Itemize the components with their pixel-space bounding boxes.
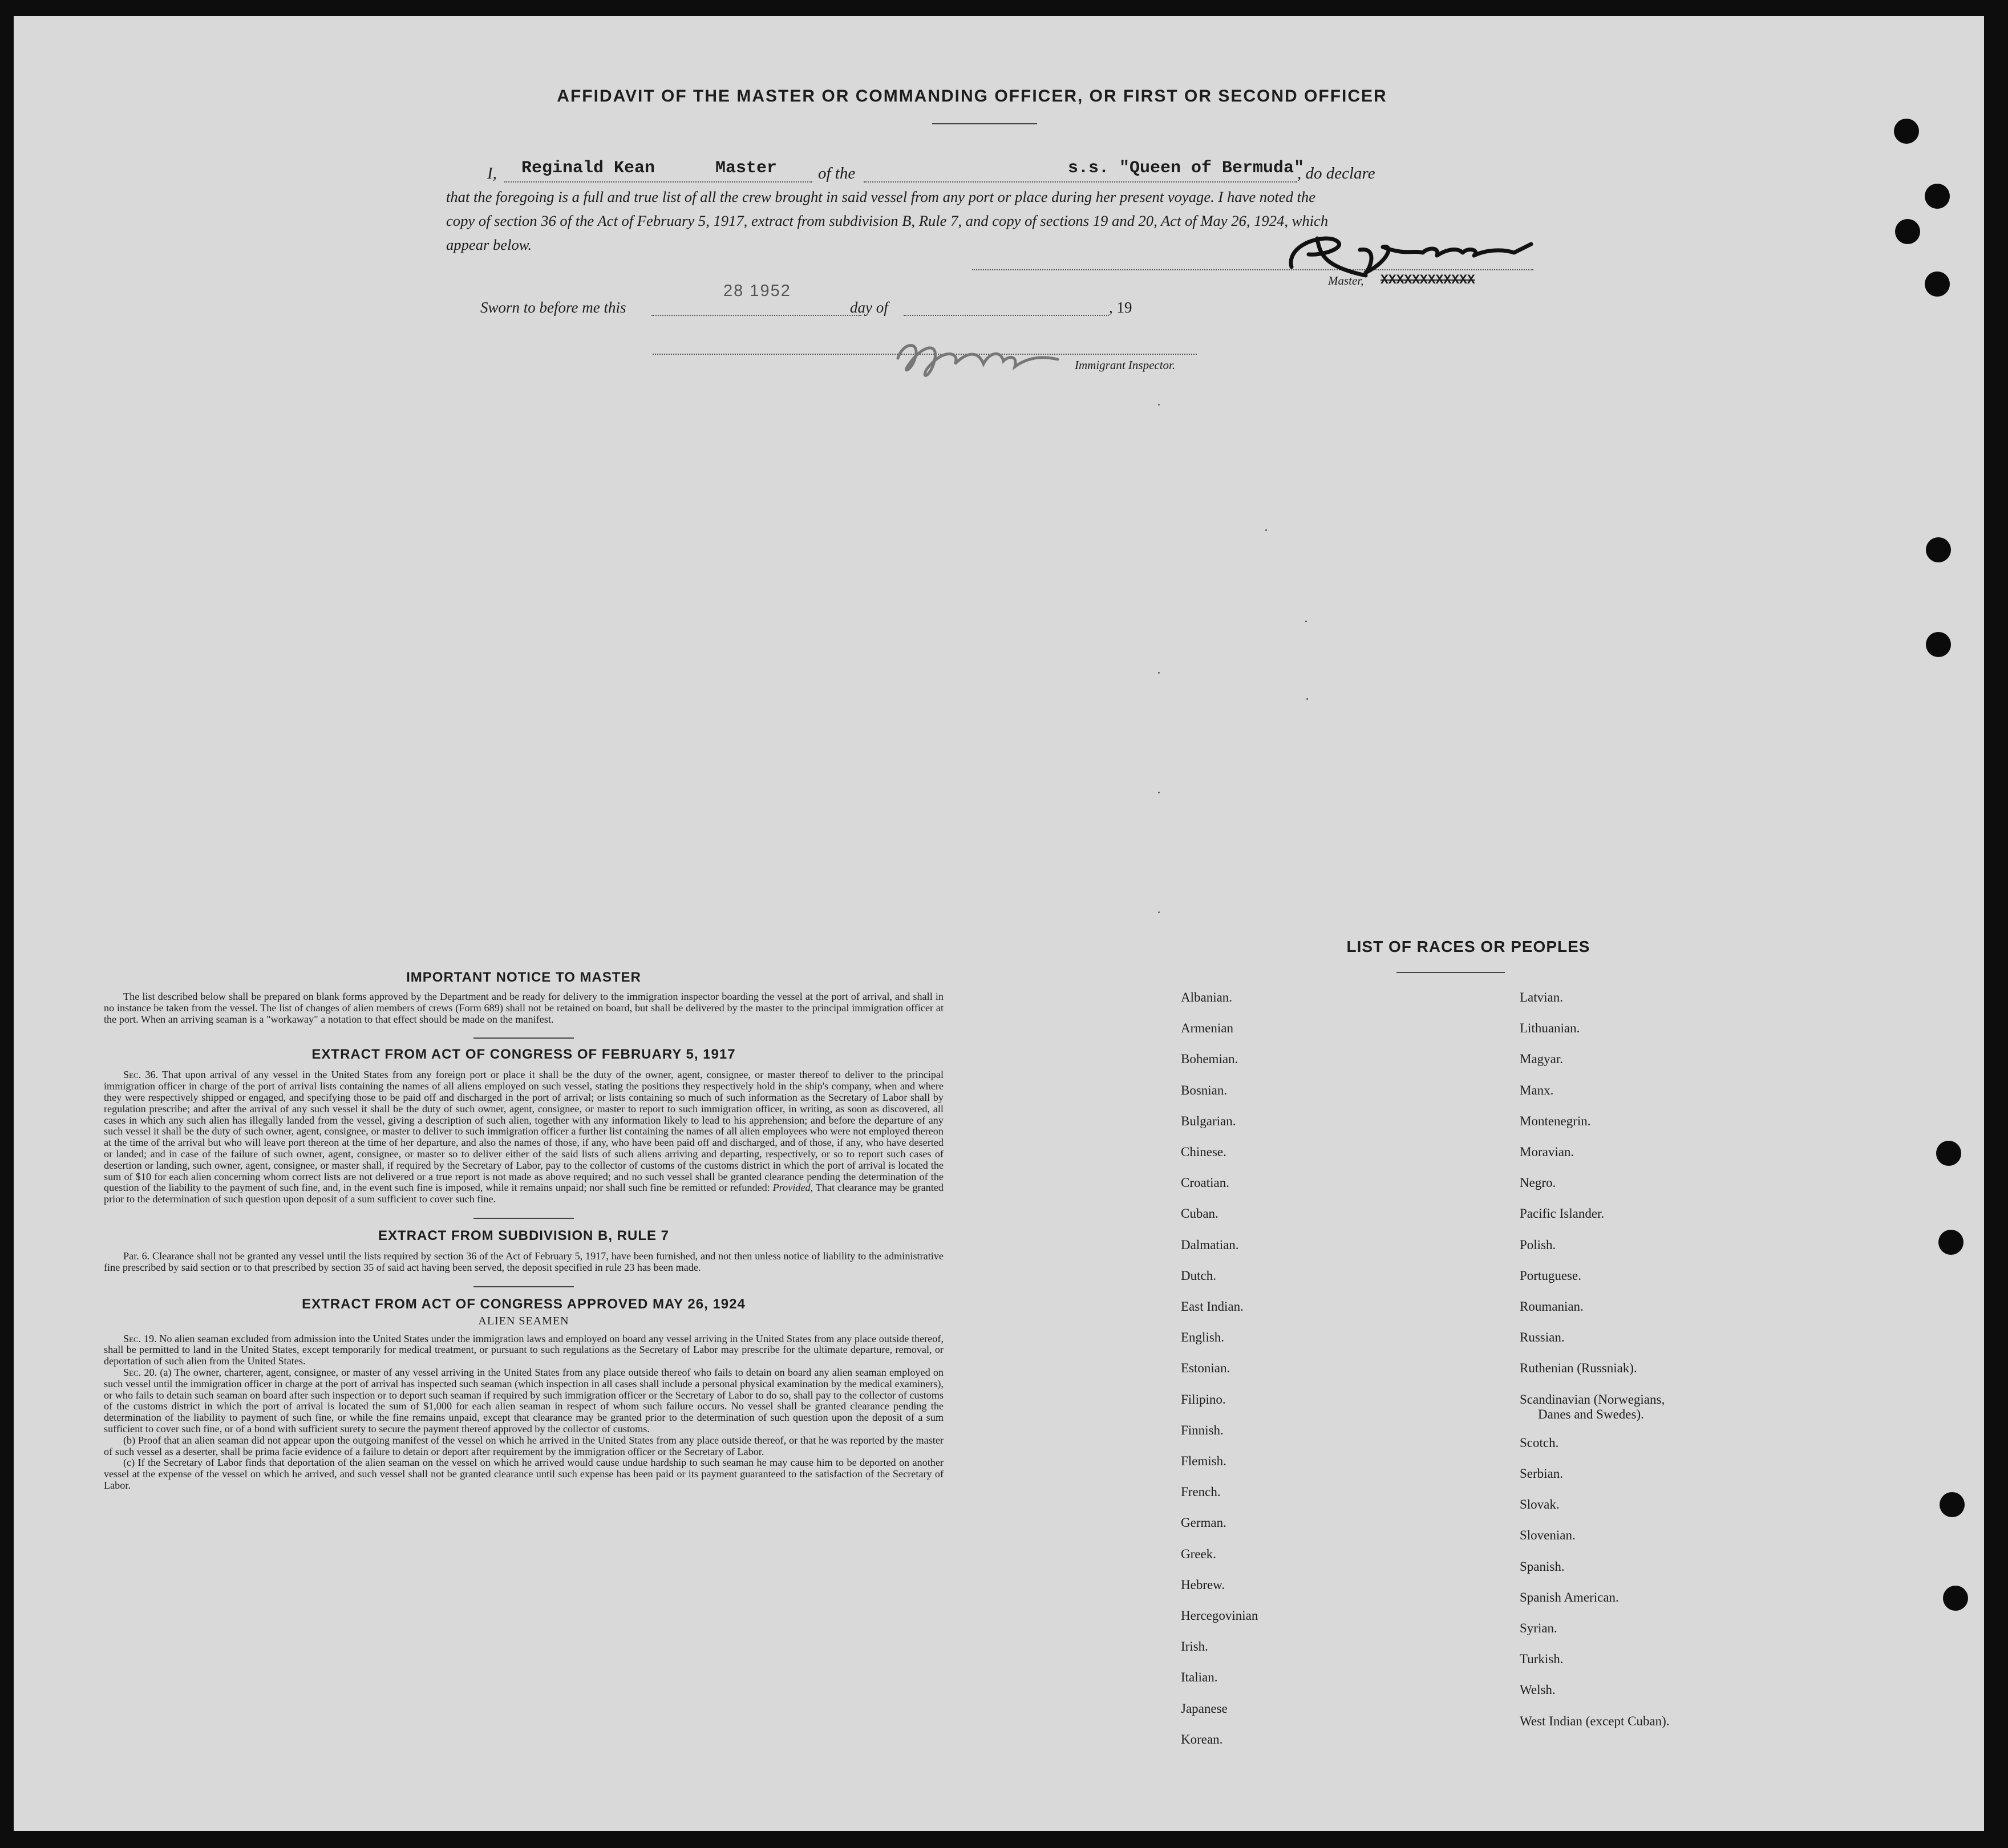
speck bbox=[1158, 672, 1160, 674]
extract-1924-title: EXTRACT FROM ACT OF CONGRESS APPROVED MAY 26, 1924 bbox=[302, 1296, 746, 1312]
punch-hole bbox=[1940, 1492, 1965, 1517]
day-of-label: day of bbox=[850, 299, 888, 316]
race-item: Latvian. bbox=[1520, 990, 1563, 1004]
affidavit-title: AFFIDAVIT OF THE MASTER OR COMMANDING OFFICER, OR FIRST OR SECOND OFFICER bbox=[557, 87, 1387, 106]
extract-1917-text bbox=[104, 1069, 944, 1205]
race-item: Korean. bbox=[1181, 1732, 1223, 1746]
section-20a-text: (a) The owner, charterer, agent, consignee, or master of any vessel arriving in the United States from any place outside thereof who fails to detain on board any alien seaman employed on such vessel until the immigration officer in charge at the port of arrival has inspected such seaman (which inspection in all cases shall include a personal physical examination by the medical examiners), or who fails to detain such seaman on board after such inspection or to deport such seaman if required by such immigration officer or the Secretary of Labor to do so, shall pay to the collector of customs of the customs district in which the port of arrival is located the sum of $1,000 for each alien seaman in respect of whom such failure occurs. No vessel shall be granted clearance pending the determination of the liability to payment of such fine, or while the fine remains unpaid, except that clearance may be granted prior to the determination of such question upon the deposit of a sum sufficient to cover such fine, or of a bond with sufficient surety to secure the payment thereof approved by the collector of customs. bbox=[104, 1366, 944, 1434]
alien-seamen-subtitle: ALIEN SEAMEN bbox=[478, 1314, 569, 1327]
speck bbox=[1158, 911, 1160, 913]
vessel-field-line bbox=[864, 181, 1297, 183]
vessel-name: s.s. "Queen of Bermuda" bbox=[1068, 159, 1305, 178]
race-item: Danes and Swedes). bbox=[1538, 1407, 1644, 1421]
paragraph-6: Par. 6. Clearance shall not be granted any vessel until the lists required by section 36 of the Act of February 5, 1917, have been furnished, and not then unless notice of liability to the administrative fine prescribed by said section or to that prescribed by section 35 of said act having been served, the deposit specified in rule 23 has been made. bbox=[104, 1250, 944, 1273]
race-item: Magyar. bbox=[1520, 1052, 1564, 1067]
inspector-caption: Immigrant Inspector. bbox=[1075, 358, 1176, 372]
affidavit-line-2: that the foregoing is a full and true list of all the crew brought in said vessel from any port or place during her present voyage. I have noted the bbox=[446, 188, 1316, 205]
race-item: Scotch. bbox=[1520, 1435, 1559, 1450]
races-title: LIST OF RACES OR PEOPLES bbox=[1346, 938, 1590, 955]
race-item: Serbian. bbox=[1520, 1466, 1564, 1481]
race-item: Irish. bbox=[1181, 1639, 1208, 1654]
section-19-text: No alien seaman excluded from admission into the United States under the immigration laws and employed on board any vessel arriving in the United States from any place outside thereof, shall be permitted to land in the United States, except temporarily for medical treatment, or pursuant to such regulations as the Secretary of Labor may prescribe for the ultimate departure, removal, or deportation of such alien from the United States. bbox=[104, 1332, 944, 1367]
speck bbox=[1306, 698, 1308, 700]
punch-hole bbox=[1926, 632, 1951, 657]
sworn-day-line bbox=[651, 315, 861, 316]
punch-hole bbox=[1894, 119, 1919, 144]
race-item: Spanish American. bbox=[1520, 1590, 1619, 1604]
notice-paragraph: The list described below shall be prepared on blank forms approved by the Department and be ready for delivery to the immigration inspector boarding the vessel at the port of arrival, and shall in no instance be taken from the vessel. The list of changes of alien members of crews (Form 689) shall not be retained on board, but shall be delivered by the master to the principal immigration officer at the port. When an arriving seaman is a "workaway" a notation to that effect should be made on the manifest. bbox=[104, 991, 944, 1025]
provided-label: Provided, bbox=[772, 1182, 813, 1194]
races-divider bbox=[1396, 972, 1505, 973]
section-20-label: Sec. 20. bbox=[123, 1366, 157, 1378]
extract-1917-title: EXTRACT FROM ACT OF CONGRESS OF FEBRUARY 5, 1917 bbox=[311, 1047, 736, 1063]
notice-title: IMPORTANT NOTICE TO MASTER bbox=[406, 970, 641, 985]
section-19-paragraph bbox=[104, 1334, 944, 1367]
punch-hole bbox=[1926, 537, 1951, 562]
date-stamp: 28 1952 bbox=[723, 282, 791, 300]
punch-hole bbox=[1938, 1230, 1964, 1255]
race-item: Negro. bbox=[1520, 1176, 1556, 1190]
race-item: Welsh. bbox=[1520, 1683, 1556, 1697]
title-divider bbox=[932, 123, 1037, 124]
section-36-text-end: That clearance may be granted prior to the determination of such question upon deposit of a sum sufficient to cover such fine. bbox=[104, 1182, 944, 1205]
race-item: Croatian. bbox=[1181, 1176, 1229, 1190]
speck bbox=[1158, 404, 1160, 406]
section-36-label: Sec. 36. bbox=[123, 1069, 159, 1081]
punch-hole bbox=[1936, 1141, 1961, 1166]
race-item: Chinese. bbox=[1181, 1145, 1226, 1159]
race-item: Polish. bbox=[1520, 1237, 1556, 1252]
race-item: German. bbox=[1181, 1515, 1226, 1530]
race-item: West Indian (except Cuban). bbox=[1520, 1713, 1670, 1728]
speck bbox=[1305, 621, 1307, 622]
race-item: English. bbox=[1181, 1330, 1225, 1345]
race-item: Albanian. bbox=[1181, 990, 1233, 1004]
race-item: Cuban. bbox=[1181, 1206, 1218, 1221]
do-declare-label: , do declare bbox=[1297, 164, 1375, 183]
race-item: Ruthenian (Russniak). bbox=[1520, 1361, 1637, 1376]
speck bbox=[1158, 792, 1160, 793]
notice-text bbox=[104, 991, 944, 1025]
affidavit-prefix: I, bbox=[487, 164, 497, 183]
race-item: Turkish. bbox=[1520, 1652, 1564, 1667]
race-item: Flemish. bbox=[1181, 1454, 1226, 1468]
master-caption: Master, bbox=[1328, 274, 1364, 287]
master-rank: Master bbox=[715, 159, 778, 178]
race-item: Scandinavian (Norwegians, bbox=[1520, 1392, 1665, 1407]
race-item: East Indian. bbox=[1181, 1299, 1244, 1314]
of-the-label: of the bbox=[818, 164, 856, 183]
punch-hole bbox=[1895, 219, 1920, 244]
race-item: Dalmatian. bbox=[1181, 1237, 1239, 1252]
document-page bbox=[14, 16, 1984, 1831]
section-20b-paragraph: (b) Proof that an alien seaman did not appear upon the outgoing manifest of the vessel on which he arrived in the United States from any place outside thereof, or that he was reported by the master of such vessel as a deserter, shall be prima facie evidence of a failure to detain or deport after requirement by the immigration officer or the Secretary of Labor. bbox=[104, 1434, 944, 1457]
year-prefix: , 19 bbox=[1109, 299, 1132, 316]
race-item: Manx. bbox=[1520, 1083, 1554, 1097]
extract-1924-text bbox=[104, 1334, 944, 1492]
struck-officer-titles: XXXXXXXXXXXX bbox=[1380, 273, 1475, 287]
punch-hole bbox=[1925, 271, 1950, 297]
rule-7-title: EXTRACT FROM SUBDIVISION B, RULE 7 bbox=[378, 1227, 670, 1243]
race-item: Syrian. bbox=[1520, 1621, 1557, 1635]
race-item: Lithuanian. bbox=[1520, 1021, 1580, 1036]
affidavit-line-3: copy of section 36 of the Act of February 5, 1917, extract from subdivision B, Rule 7, and copy of sections 19 and 20, Act of May 26, 1924, which bbox=[446, 212, 1329, 229]
race-item: Hebrew. bbox=[1181, 1577, 1225, 1592]
name-field-line bbox=[504, 181, 812, 183]
master-name: Reginald Kean bbox=[521, 159, 655, 178]
section-divider bbox=[473, 1038, 574, 1039]
race-item: Greek. bbox=[1181, 1546, 1216, 1561]
race-item: Armenian bbox=[1181, 1021, 1233, 1036]
speck bbox=[1265, 529, 1267, 531]
section-20a-paragraph bbox=[104, 1367, 944, 1435]
race-item: Spanish. bbox=[1520, 1559, 1565, 1574]
race-item: Russian. bbox=[1520, 1330, 1565, 1345]
section-divider bbox=[473, 1218, 574, 1219]
notice-column bbox=[104, 970, 944, 1492]
inspector-signature bbox=[886, 324, 1080, 387]
race-item: Portuguese. bbox=[1520, 1268, 1581, 1283]
rule-7-text bbox=[104, 1251, 944, 1274]
race-item: Bulgarian. bbox=[1181, 1113, 1236, 1128]
race-item: Roumanian. bbox=[1520, 1299, 1584, 1314]
sworn-label: Sworn to before me this bbox=[480, 299, 626, 316]
race-item: Moravian. bbox=[1520, 1145, 1574, 1159]
race-item: Filipino. bbox=[1181, 1392, 1226, 1407]
affidavit-line-4: appear below. bbox=[446, 236, 532, 253]
race-item: Bohemian. bbox=[1181, 1052, 1238, 1067]
race-item: Pacific Islander. bbox=[1520, 1206, 1605, 1221]
section-20c-paragraph: (c) If the Secretary of Labor finds that deportation of the alien seaman on the vessel on which he arrived would cause undue hardship to such seaman he may cause him to be deported on another vessel at the expense of the vessel on which he arrived, and such vessel shall not be granted clearance until such expense has been paid or its payment guaranteed to the satisfaction of the Secretary of Labor. bbox=[104, 1457, 944, 1491]
race-item: Estonian. bbox=[1181, 1361, 1230, 1376]
section-36-text: That upon arrival of any vessel in the United States from any foreign port or place it shall be the duty of the owner, agent, consignee, or master thereof to deliver to the principal immigration officer in charge of the port of arrival lists containing the names of all aliens employed on such vessel, stating the positions they respectively hold in the ship's company, when and where they were respectively shipped or engaged, and specifying those to be paid off and discharged in the port of arrival; or lists containing so much of such information as the Secretary of Labor shall by regulation prescribe; and after the arrival of any such vessel it shall be the duty of such owner, agent, consignee, or master to report to such immigration officer, in writing, as soon as discovered, all cases in which any such alien has illegally landed from the vessel, giving a description of such alien, together with any information likely to lead to his apprehension; and before the departure of any such vessel it shall be the duty of such owner, agent, consignee, or master to deliver to such immigration officer a further list containing the names of all alien employees who were not employed thereon at the time of the arrival but who will leave port thereon at the time of her departure, and also the names of those, if any, who have been paid off and discharged, and of those, if any, who have deserted or landed; and in case of the failure of such owner, agent, consignee, or master so to deliver either of the said lists of such aliens arriving and departing, respectively, or so to report such cases of desertion or landing, such owner, agent, consignee, or master shall, if required by the Secretary of Labor, pay to the collector of customs of the customs district in which the port of arrival is located the sum of $10 for each alien concerning whom correct lists are not delivered or a true report is not made as above required; and no such vessel shall be granted clearance pending the determination of the question of the liability to the payment of such fine, and, in the event such fine is imposed, while it remains unpaid; nor shall such fine be remitted or refunded: bbox=[104, 1069, 944, 1194]
race-item: Hercegovinian bbox=[1181, 1608, 1258, 1623]
race-item: French. bbox=[1181, 1485, 1221, 1500]
punch-hole bbox=[1943, 1586, 1968, 1611]
race-item: Finnish. bbox=[1181, 1423, 1224, 1437]
race-item: Bosnian. bbox=[1181, 1083, 1228, 1097]
race-item: Montenegrin. bbox=[1520, 1113, 1591, 1128]
punch-hole bbox=[1925, 184, 1950, 209]
race-item: Japanese bbox=[1181, 1701, 1228, 1716]
section-divider bbox=[473, 1286, 574, 1287]
sworn-month-line bbox=[904, 315, 1109, 316]
section-36-paragraph bbox=[104, 1069, 944, 1205]
race-item: Italian. bbox=[1181, 1670, 1218, 1685]
race-item: Dutch. bbox=[1181, 1268, 1216, 1283]
race-item: Slovak. bbox=[1520, 1497, 1560, 1512]
section-19-label: Sec. 19. bbox=[123, 1332, 157, 1344]
race-item: Slovenian. bbox=[1520, 1528, 1576, 1543]
